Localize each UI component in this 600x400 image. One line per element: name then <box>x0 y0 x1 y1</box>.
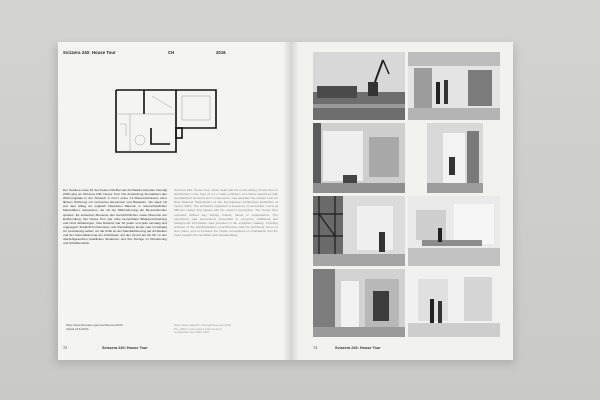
right-page-number: 73 <box>313 346 318 350</box>
book-gutter <box>283 42 299 360</box>
text-column-english: Svizzera 240: House Tour, which dealt with the most striking construction in Switzerland in the form of a 1:1 scale exhibition of a fictive apartment with standardised elements and components, was awarded the Golden Lion for Best National Participation at the International Architecture Exhibition of Venice 2016. The architects organised a sequence of accessible rooms at different scales that played with the viewer's perception. The House Tour operated without any display boards, labels or explanations. The experience was tremendous accessible to everyone. Additional and background information was provided in the exhibition catalog, including criticism of the standardisation of architecture and the architects' focus on floor plans, and to increase the innate conceptions of inhabitation and the trend towards the banalities and standardising. <box>174 188 278 238</box>
left-header-country: CH <box>168 50 175 55</box>
left-footer-title: Svizzera 240: House Tour <box>102 346 148 350</box>
photo-corridor-doors <box>313 269 405 337</box>
left-page <box>58 42 291 360</box>
photo-white-room-construction <box>313 123 405 193</box>
photo-demolition-excavator <box>313 52 405 120</box>
footnote-right: https://www.swissinfo.ch/eng/house-tour-2016 Pro, 2016; Lorem ipsum dolor sit amet; construction tour 2016, 2017. <box>174 323 231 335</box>
photo-small-doorway <box>427 123 483 193</box>
photo-scaffolding-stairs <box>313 196 405 266</box>
text-column-german: Der Goldene Löwe für den besten Pavillon der Architektur-biennale Venedig 2016 ging an Svizzera 240: House Tour. Die Ausstellung thematisiert den Wohnungsbau in der Schweiz in Form eines 1:1-Raumerlebnisses einer fiktiven Wohnung mit normierten Elementen und Bauteilen. Sie spielt mit aus dem Alltag nur sogleich bekannten Räumen in unterschiedlichen Massstäben; ausserdem, die mit der Wahrnehmung der Be-trachtenden spielten. Es entstehen Momente des Geschichtlichen sowie Momente der Entfremdung. Die House Tour war ohne bemerkbare Bilderbeschreibung und ohne Erklärungen. Das Erlebnis war für jeden und jede einmalig und ungeregelt. Zusätzlich informieren und thematisierte kostet man im Katalog zur Ausstellung selber; wo die Kritik an der Standardisierung der Architektur und der Automatisierung der Architekten auf den Grund als bis hin zu den überfehlgesetzten Ausblicken Strukturen und ihre Zuzüge zu Orientierung und Schaffenskraft. <box>63 188 167 246</box>
photo-interior-visitors <box>408 52 500 120</box>
photo-open-apartment-kitchen <box>408 196 500 266</box>
left-header-year: 2016 <box>216 50 226 55</box>
floor-plan-drawing <box>96 84 241 174</box>
left-page-number: 72 <box>63 346 68 350</box>
footnote-left: https://www.biennale.org/en/architecture/2016 (Stand 24.8.2020) <box>66 323 123 331</box>
photo-bright-room-people <box>408 269 500 337</box>
right-footer-title: Svizzera 240: House Tour <box>335 346 381 350</box>
left-header-title: Svizzera 240: House Tour <box>63 50 116 55</box>
right-page <box>291 42 513 360</box>
